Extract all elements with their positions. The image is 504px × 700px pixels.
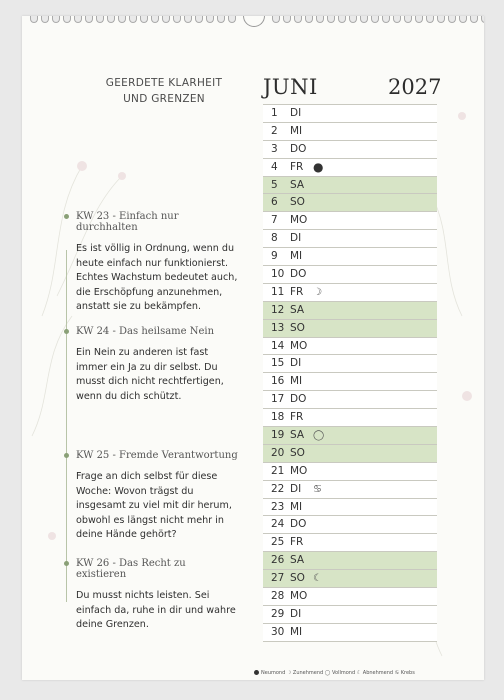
day-number: 3 <box>271 142 278 155</box>
day-row <box>263 427 437 445</box>
day-number: 23 <box>271 500 285 513</box>
binding-hole <box>96 16 104 23</box>
day-number: 11 <box>271 285 285 298</box>
day-row <box>263 409 437 427</box>
day-number: 21 <box>271 464 285 477</box>
day-number: 17 <box>271 393 285 406</box>
binding-hole <box>338 16 346 23</box>
day-number: 14 <box>271 339 285 352</box>
binding-hole <box>129 16 137 23</box>
binding-hole <box>294 16 302 23</box>
binding-hole <box>272 16 280 23</box>
weekday-label: SO <box>290 572 305 585</box>
weekday-label: FR <box>290 160 304 173</box>
week-heading: KW 23 - Einfach nur durchhalten <box>76 211 179 233</box>
binding-hole <box>360 16 368 23</box>
day-row <box>263 123 437 141</box>
day-row <box>263 534 437 552</box>
binding-hole <box>283 16 291 23</box>
binding-hole <box>371 16 379 23</box>
binding-hole <box>52 16 60 23</box>
binding-hole <box>327 16 335 23</box>
day-number: 6 <box>271 196 278 209</box>
week-heading: KW 24 - Das heilsame Nein <box>76 326 215 337</box>
day-row <box>263 391 437 409</box>
day-row <box>263 606 437 624</box>
week-text: Es ist völlig in Ordnung, wenn du heute einfach nur funktionierst. Echtes Wachstum bedeutet auch, die Erschöpfung anzunehmen, anstatt sie zu bekämpfen. <box>76 243 238 312</box>
moon-phase-icon: ☾ <box>313 573 322 585</box>
title-line-2: UND GRENZEN <box>123 93 205 105</box>
weekday-label: DI <box>290 482 302 495</box>
binding-hole <box>107 16 115 23</box>
day-number: 15 <box>271 357 285 370</box>
weekday-label: MO <box>290 590 308 603</box>
weekday-label: DI <box>290 232 302 245</box>
day-number: 26 <box>271 554 285 567</box>
legend-text: Neumond ☽ Zunehmend ◯ Vollmond ☾ Abnehmend ♋ Krebs <box>261 670 415 676</box>
day-number: 25 <box>271 536 285 549</box>
day-row <box>263 194 437 212</box>
weekday-label: MO <box>290 464 308 477</box>
binding-hole <box>184 16 192 23</box>
weekday-label: MI <box>290 375 303 388</box>
weekday-label: MI <box>290 500 303 513</box>
day-row <box>263 570 437 588</box>
timeline-dot <box>64 329 69 334</box>
day-number: 22 <box>271 482 285 495</box>
weekday-label: FR <box>290 536 304 549</box>
binding-hole <box>30 16 38 23</box>
week-heading: KW 25 - Fremde Verantwortung <box>76 450 238 461</box>
day-row <box>263 355 437 373</box>
weekday-label: DI <box>290 607 302 620</box>
day-number: 19 <box>271 429 285 442</box>
weekday-label: MO <box>290 214 308 227</box>
day-row <box>263 105 437 123</box>
day-row <box>263 302 437 320</box>
day-number: 20 <box>271 446 285 459</box>
day-row <box>263 624 437 642</box>
binding-hole <box>140 16 148 23</box>
weekday-label: MO <box>290 339 308 352</box>
weekday-label: DO <box>290 142 307 155</box>
day-number: 8 <box>271 232 278 245</box>
day-table <box>263 104 437 642</box>
week-text: Frage an dich selbst für diese Woche: Wovon trägst du insgesamt zu viel mit dir herum, obwohl es längst nicht mehr in deine Hände gehört? <box>76 471 232 540</box>
weekday-label: DI <box>290 107 302 119</box>
weekday-label: SA <box>290 303 305 316</box>
moon-phase-icon: ◯ <box>313 430 325 442</box>
binding-hole <box>173 16 181 23</box>
timeline-dot <box>64 214 69 219</box>
binding-hole <box>382 16 390 23</box>
weekday-label: MI <box>290 250 303 263</box>
day-number: 27 <box>271 572 285 585</box>
day-row <box>263 373 437 391</box>
day-row <box>263 499 437 517</box>
day-row <box>263 320 437 338</box>
day-number: 18 <box>271 411 285 424</box>
timeline-dot <box>64 561 69 566</box>
weekday-label: FR <box>290 285 304 298</box>
day-number: 24 <box>271 518 285 531</box>
timeline-line <box>66 250 67 602</box>
binding-hole <box>85 16 93 23</box>
calendar-page <box>22 16 484 680</box>
day-number: 9 <box>271 250 278 263</box>
day-row <box>263 552 437 570</box>
binding-hole <box>437 16 445 23</box>
weekday-label: SO <box>290 446 305 459</box>
weekday-label: MI <box>290 625 303 638</box>
moon-legend <box>254 670 415 676</box>
binding-hole <box>316 16 324 23</box>
weekday-label: SO <box>290 196 305 209</box>
moon-phase-icon: ☽ <box>313 286 322 298</box>
week-block-25 <box>76 450 238 543</box>
weekday-label: DO <box>290 268 307 281</box>
binding-hole <box>217 16 225 23</box>
day-row <box>263 212 437 230</box>
day-row <box>263 159 437 177</box>
week-text: Ein Nein zu anderen ist fast immer ein Ja zu dir selbst. Du musst dich nicht rechtfertigen, wenn du dich schützt. <box>76 347 224 402</box>
week-block-26 <box>76 558 238 633</box>
weekday-label: FR <box>290 411 304 424</box>
binding-hole <box>63 16 71 23</box>
day-number: 12 <box>271 303 285 316</box>
binding-hole <box>74 16 82 23</box>
weekday-label: DI <box>290 357 302 370</box>
year-label: 2027 <box>388 75 442 99</box>
week-block-24 <box>76 326 238 404</box>
week-text: Du musst nichts leisten. Sei einfach da, ruhe in dir und wahre deine Grenzen. <box>76 590 236 630</box>
title-line-1: GEERDETE KLARHEIT <box>105 77 223 89</box>
binding-hole <box>426 16 434 23</box>
binding-hole <box>162 16 170 23</box>
day-number: 7 <box>271 214 278 227</box>
binding-hole <box>393 16 401 23</box>
day-number: 28 <box>271 590 285 603</box>
day-number: 1 <box>271 107 278 119</box>
day-row <box>263 284 437 302</box>
binding-hole <box>151 16 159 23</box>
weekday-label: SA <box>290 429 305 442</box>
timeline-dot <box>64 453 69 458</box>
binding-hole <box>118 16 126 23</box>
day-row <box>263 266 437 284</box>
day-row <box>263 141 437 159</box>
binding-hole <box>415 16 423 23</box>
weekday-label: DO <box>290 518 307 531</box>
day-number: 29 <box>271 607 285 620</box>
day-number: 5 <box>271 178 278 191</box>
day-number: 2 <box>271 124 278 137</box>
week-block-23 <box>76 211 238 315</box>
binding-hole <box>41 16 49 23</box>
day-row <box>263 230 437 248</box>
binding-hole <box>305 16 313 23</box>
weekday-label: MI <box>290 124 303 137</box>
binding-hole <box>228 16 236 23</box>
weekday-label: SA <box>290 178 305 191</box>
moon-phase-icon: ♋ <box>313 483 322 495</box>
month-label: JUNI <box>263 75 318 99</box>
day-row <box>263 445 437 463</box>
weekday-label: SO <box>290 321 305 334</box>
day-row <box>263 516 437 534</box>
binding-hole <box>459 16 467 23</box>
binding-hole <box>481 16 484 23</box>
day-number: 4 <box>271 160 278 173</box>
weekday-label: SA <box>290 554 305 567</box>
binding-hole <box>448 16 456 23</box>
binding-hole <box>206 16 214 23</box>
day-row <box>263 177 437 195</box>
day-number: 30 <box>271 625 285 638</box>
moon-phase-icon: ● <box>313 159 324 174</box>
day-row <box>263 481 437 499</box>
page-title <box>94 75 234 107</box>
binding-hole <box>470 16 478 23</box>
day-row <box>263 588 437 606</box>
day-row <box>263 338 437 356</box>
new-moon-icon <box>254 670 259 675</box>
binding-hole <box>404 16 412 23</box>
day-number: 10 <box>271 268 285 281</box>
binding-hole <box>349 16 357 23</box>
weekday-label: DO <box>290 393 307 406</box>
day-row <box>263 463 437 481</box>
day-row <box>263 248 437 266</box>
day-number: 13 <box>271 321 285 334</box>
binding-hole <box>195 16 203 23</box>
day-number: 16 <box>271 375 285 388</box>
week-heading: KW 26 - Das Recht zu existieren <box>76 558 186 580</box>
